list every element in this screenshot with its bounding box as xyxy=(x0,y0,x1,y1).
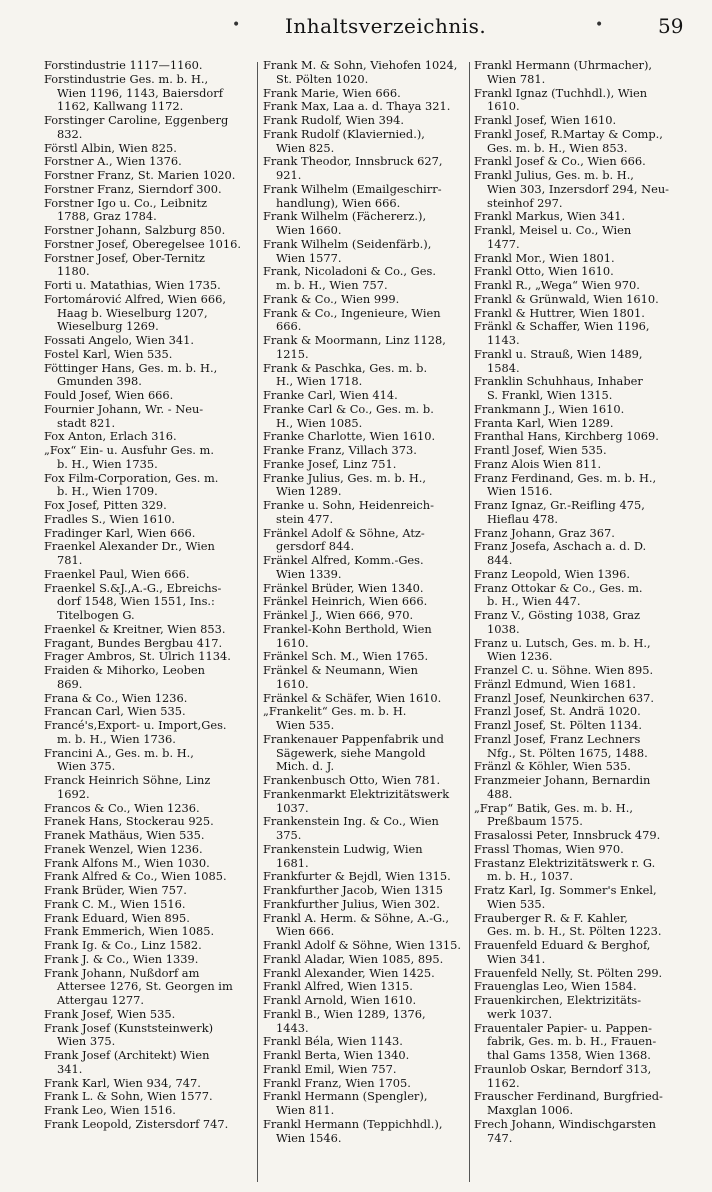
index-entry: Frankenstein Ing. & Co., Wien xyxy=(263,814,439,829)
index-entry: Frank Rudolf, Wien 394. xyxy=(263,113,404,127)
index-entry: Frankl Adolf & Söhne, Wien 1315. xyxy=(263,938,462,952)
index-entry-continuation: Attergau 1277. xyxy=(57,993,145,1007)
index-entry: Fox Josef, Pitten 329. xyxy=(44,498,167,512)
index-entry-continuation: Wien 375. xyxy=(57,1034,116,1049)
index-entry: Franthal Hans, Kirchberg 1069. xyxy=(474,429,659,444)
index-entry-continuation: b. H., Wien 1709. xyxy=(57,484,158,499)
index-entry: Forstner Franz, St. Marien 1020. xyxy=(44,168,236,182)
index-entry-continuation: Wien 375. xyxy=(57,759,116,774)
index-entry: Frank Eduard, Wien 895. xyxy=(44,910,190,925)
index-entry-continuation: Mich. d. J. xyxy=(276,759,335,774)
index-entry: Fould Josef, Wien 666. xyxy=(44,388,174,402)
index-entry-continuation: Wien 1196, 1143, Baiersdorf xyxy=(57,85,223,100)
index-entry: Frankl u. Strauß, Wien 1489, xyxy=(474,346,643,361)
index-entry-continuation: 1180. xyxy=(57,264,90,279)
index-entry-continuation: 1215. xyxy=(276,346,309,361)
index-column-1 xyxy=(44,59,251,1184)
index-entry: Frank & Co., Wien 999. xyxy=(263,291,400,306)
index-entry: Franz Alois Wien 811. xyxy=(474,456,602,471)
index-entry-continuation: H., Wien 1718. xyxy=(276,374,363,389)
index-entry: Fossati Angelo, Wien 341. xyxy=(44,333,195,347)
index-entry: Francos & Co., Wien 1236. xyxy=(44,800,200,815)
index-entry: Frankl Josef, R.Martay & Comp., xyxy=(474,126,663,141)
index-entry-continuation: 1692. xyxy=(57,786,90,801)
index-entry-continuation: b. H., Wien 447. xyxy=(487,594,581,609)
index-entry: Föttinger Hans, Ges. m. b. H., xyxy=(44,360,218,375)
index-entry-continuation: Maxglan 1006. xyxy=(487,1103,574,1117)
bullet-mark-right: • xyxy=(595,17,604,33)
index-entry: Fränkel & Schäfer, Wien 1610. xyxy=(263,690,442,705)
index-entry: Frankl Hermann (Uhrmacher), xyxy=(474,59,653,72)
index-entry: Fostel Karl, Wien 535. xyxy=(44,346,173,361)
index-entry-continuation: Preßbaum 1575. xyxy=(487,814,583,829)
index-entry-continuation: 666. xyxy=(276,319,302,334)
index-entry: Forstner Johann, Salzburg 850. xyxy=(44,223,226,237)
index-entry: Frank Karl, Wien 934, 747. xyxy=(44,1075,201,1090)
index-entry: Frank Alfred & Co., Wien 1085. xyxy=(44,869,227,884)
index-entry: Frager Ambros, St. Ulrich 1134. xyxy=(44,649,231,664)
index-entry: Franz Josefa, Aschach a. d. D. xyxy=(474,539,647,554)
index-entry-continuation: 1443. xyxy=(276,1020,309,1035)
index-entry: Franke Josef, Linz 751. xyxy=(263,456,397,471)
index-entry: Frauscher Ferdinand, Burgfried- xyxy=(474,1089,663,1104)
index-entry: Frankmann J., Wien 1610. xyxy=(474,401,625,416)
index-entry-continuation: Wien 535. xyxy=(487,896,546,911)
index-entry: Frauentaler Papier- u. Pappen- xyxy=(474,1020,652,1035)
index-entry: Franz u. Lutsch, Ges. m. b. H., xyxy=(474,635,651,650)
index-entry: Frankl Berta, Wien 1340. xyxy=(263,1048,410,1062)
index-entry-continuation: Wien 341. xyxy=(487,951,546,966)
index-entry: Frankenstein Ludwig, Wien xyxy=(263,841,423,856)
index-entry: Franzl Josef, St. Andrä 1020. xyxy=(474,704,641,719)
index-entry: Frankl Mor., Wien 1801. xyxy=(474,250,615,265)
index-entry: Frastanz Elektrizitätswerk r. G. xyxy=(474,855,656,870)
index-entry-continuation: Hieflau 478. xyxy=(487,511,559,526)
index-entry-continuation: Nfg., St. Pölten 1675, 1488. xyxy=(487,745,648,760)
index-entry: Forstindustrie 1117—1160. xyxy=(44,59,203,72)
index-entry-continuation: 1162, Kallwang 1172. xyxy=(57,99,184,114)
index-entry: Frank Wilhelm (Fächererz.), xyxy=(263,209,427,224)
index-entry: Fraunlob Oskar, Berndorf 313, xyxy=(474,1061,652,1076)
index-entry-continuation: Wien 1339. xyxy=(276,566,342,581)
index-entry: Fradles S., Wien 1610. xyxy=(44,511,175,526)
index-entry-continuation: 1162. xyxy=(487,1075,520,1090)
index-entry: Frankl Josef, Wien 1610. xyxy=(474,113,617,127)
index-entry-continuation: 375. xyxy=(276,828,302,842)
index-entry-continuation: Wien 1516. xyxy=(487,484,553,499)
index-entry-continuation: Wien 1546. xyxy=(276,1130,342,1145)
index-entry: Frankl Hermann (Teppichhdl.), xyxy=(263,1116,443,1131)
index-entry: Frankl A. Herm. & Söhne, A.-G., xyxy=(263,910,449,925)
index-entry: Fraenkel & Kreitner, Wien 853. xyxy=(44,621,226,636)
index-entry: Franzl Josef, Neunkirchen 637. xyxy=(474,690,654,705)
index-entry: Franke u. Sohn, Heidenreich- xyxy=(263,498,434,512)
index-entry-continuation: 1477. xyxy=(487,236,520,251)
index-entry: Franta Karl, Wien 1289. xyxy=(474,415,614,430)
index-entry: Fraiden & Mihorko, Leoben xyxy=(44,663,206,677)
index-entry: Franzl Josef, Franz Lechners xyxy=(474,731,641,746)
index-column-3 xyxy=(474,59,704,1184)
index-entry-continuation: 488. xyxy=(487,786,513,801)
index-entry: Franke Carl, Wien 414. xyxy=(263,388,398,402)
index-entry: Fränkel J., Wien 666, 970. xyxy=(263,608,414,622)
index-entry: Fox Anton, Erlach 316. xyxy=(44,429,177,444)
index-entry-continuation: Gmunden 398. xyxy=(57,374,142,389)
index-entry: „Frap“ Batik, Ges. m. b. H., xyxy=(474,800,633,815)
index-entry: Forti u. Matathias, Wien 1735. xyxy=(44,278,221,292)
index-entry-continuation: werk 1037. xyxy=(487,1006,553,1021)
index-entry-continuation: 1610. xyxy=(276,635,309,650)
index-entry-continuation: m. b. H., Wien 757. xyxy=(276,278,388,292)
index-entry: Frank & Co., Ingenieure, Wien xyxy=(263,305,441,320)
index-entry-continuation: 1681. xyxy=(276,855,309,870)
index-entry: Frauenglas Leo, Wien 1584. xyxy=(474,979,637,994)
index-entry-continuation: Wien 1660. xyxy=(276,223,342,237)
index-entry: Franek Mathäus, Wien 535. xyxy=(44,828,205,842)
index-entry-continuation: Ges. m. b. H., St. Pölten 1223. xyxy=(487,924,662,939)
index-entry: Frankl Ignaz (Tuchhdl.), Wien xyxy=(474,85,648,100)
index-entry: Frank Leo, Wien 1516. xyxy=(44,1103,176,1117)
index-entry-continuation: St. Pölten 1020. xyxy=(276,71,369,86)
index-entry: Frankenauer Pappenfabrik und xyxy=(263,731,444,746)
index-entry: Frankl Otto, Wien 1610. xyxy=(474,264,614,279)
index-entry: Franke Julius, Ges. m. b. H., xyxy=(263,470,427,485)
index-entry: Frankl & Huttrer, Wien 1801. xyxy=(474,305,645,320)
index-entry: Frank Wilhelm (Seidenfärb.), xyxy=(263,236,432,251)
index-entry: Franek Wenzel, Wien 1236. xyxy=(44,841,203,856)
page-title: Inhaltsverzeichnis. xyxy=(285,14,487,38)
column-divider xyxy=(257,62,258,1182)
index-entry: Frank M. & Sohn, Viehofen 1024, xyxy=(263,59,458,72)
index-entry-continuation: m. b. H., 1037. xyxy=(487,869,573,884)
index-entry: Forstner Josef, Oberegelsee 1016. xyxy=(44,236,241,251)
index-entry-continuation: Titelbogen G. xyxy=(57,608,135,622)
index-entry: Fränzl Edmund, Wien 1681. xyxy=(474,676,636,691)
index-entry: Franzmeier Johann, Bernardin xyxy=(474,773,651,787)
index-entry: Fränzl & Köhler, Wien 535. xyxy=(474,759,631,774)
index-entry: Frantl Josef, Wien 535. xyxy=(474,443,607,457)
index-entry-continuation: Wien 825. xyxy=(276,140,335,155)
index-entry: Frankl Emil, Wien 757. xyxy=(263,1061,397,1076)
index-entry-continuation: steinhof 297. xyxy=(487,195,563,210)
index-entry: Forstinger Caroline, Eggenberg xyxy=(44,113,229,127)
index-entry-continuation: Attersee 1276, St. Georgen im xyxy=(57,979,233,994)
index-entry-continuation: Haag b. Wieselburg 1207, xyxy=(57,305,208,320)
index-entry-continuation: 921. xyxy=(276,168,302,182)
index-entry: Franz Ottokar & Co., Ges. m. xyxy=(474,580,643,595)
index-entry: Frauenfeld Eduard & Berghof, xyxy=(474,938,651,952)
index-entry-continuation: Wien 781. xyxy=(487,71,546,86)
index-entry: Frankfurter & Bejdl, Wien 1315. xyxy=(263,869,451,884)
index-entry: Frankl R., „Wega“ Wien 970. xyxy=(474,278,640,292)
index-entry: Fränkl & Schaffer, Wien 1196, xyxy=(474,319,650,334)
index-entry-continuation: Wien 1577. xyxy=(276,250,342,265)
index-entry-continuation: 341. xyxy=(57,1061,83,1076)
index-entry: Fratz Karl, Ig. Sommer's Enkel, xyxy=(474,883,657,897)
index-entry-continuation: Wieselburg 1269. xyxy=(57,319,159,334)
bullet-mark-left: • xyxy=(232,17,241,33)
index-entry: Frankl Béla, Wien 1143. xyxy=(263,1034,403,1049)
index-entry: Frankl, Meisel u. Co., Wien xyxy=(474,223,632,237)
index-entry-continuation: 1143. xyxy=(487,333,520,347)
index-entry: Fortomárović Alfred, Wien 666, xyxy=(44,291,227,306)
index-entry-continuation: 1610. xyxy=(276,676,309,691)
index-entry: Frank & Paschka, Ges. m. b. xyxy=(263,360,428,375)
column-divider xyxy=(469,62,470,1182)
index-entry-continuation: 781. xyxy=(57,553,83,567)
index-entry: Frankl Alexander, Wien 1425. xyxy=(263,965,435,980)
page-header xyxy=(0,12,712,46)
index-entry: Franke Charlotte, Wien 1610. xyxy=(263,429,436,444)
index-entry: Frank, Nicoladoni & Co., Ges. xyxy=(263,264,436,279)
index-entry-continuation: Wien 303, Inzersdorf 294, Neu- xyxy=(487,181,670,196)
index-entry-continuation: stein 477. xyxy=(276,511,334,526)
index-entry: Frassl Thomas, Wien 970. xyxy=(474,841,624,856)
index-entry: Franz Ignaz, Gr.-Reifling 475, xyxy=(474,498,645,512)
index-entry: Fragant, Bundes Bergbau 417. xyxy=(44,635,223,650)
index-entry: Frankl Alfred, Wien 1315. xyxy=(263,979,413,994)
index-entry-continuation: Wien 666. xyxy=(276,924,335,939)
index-entry: Fränkel Adolf & Söhne, Atz- xyxy=(263,525,425,540)
index-entry: Frauenfeld Nelly, St. Pölten 299. xyxy=(474,965,663,980)
index-entry: Frana & Co., Wien 1236. xyxy=(44,690,188,705)
index-entry: Franzl Josef, St. Pölten 1134. xyxy=(474,718,643,732)
index-entry: Frank Josef (Architekt) Wien xyxy=(44,1048,210,1062)
index-entry: Fränkel Alfred, Komm.-Ges. xyxy=(263,553,424,567)
index-entry: Franklin Schuhhaus, Inhaber xyxy=(474,374,643,389)
index-entry: Frankfurther Julius, Wien 302. xyxy=(263,896,440,911)
index-entry-continuation: 832. xyxy=(57,126,83,141)
index-column-2 xyxy=(263,59,466,1184)
index-entry: Franzel C. u. Söhne. Wien 895. xyxy=(474,663,654,677)
index-entry-continuation: 1584. xyxy=(487,360,520,375)
index-entry: Fox Film-Corporation, Ges. m. xyxy=(44,470,219,485)
index-entry-continuation: S. Frankl, Wien 1315. xyxy=(487,388,613,402)
index-entry: Forstner A., Wien 1376. xyxy=(44,154,182,169)
index-entry: „Frankelit“ Ges. m. b. H. xyxy=(263,704,407,719)
index-entry: Frankenmarkt Elektrizitätswerk xyxy=(263,786,450,801)
index-entry: Franek Hans, Stockerau 925. xyxy=(44,814,214,829)
index-entry-continuation: handlung), Wien 666. xyxy=(276,195,401,210)
index-entry: Frankfurther Jacob, Wien 1315 xyxy=(263,883,444,897)
index-entry-continuation: 869. xyxy=(57,676,83,691)
index-entry: Frasalossi Peter, Innsbruck 479. xyxy=(474,828,661,842)
index-entry: Frank Emmerich, Wien 1085. xyxy=(44,924,215,939)
index-entry-continuation: Wien 1236. xyxy=(487,649,553,664)
index-entry: Frankl Markus, Wien 341. xyxy=(474,209,626,224)
index-entry: Frank Johann, Nußdorf am xyxy=(44,965,200,980)
index-entry: Frankenbusch Otto, Wien 781. xyxy=(263,773,441,787)
index-entry: Frank Ig. & Co., Linz 1582. xyxy=(44,938,202,952)
index-entry-continuation: stadt 821. xyxy=(57,415,116,430)
index-entry: Frankl Julius, Ges. m. b. H., xyxy=(474,168,634,182)
index-entry-continuation: Wien 1289. xyxy=(276,484,342,499)
index-entry: Frauenkirchen, Elektrizitäts- xyxy=(474,993,642,1007)
index-entry-continuation: 1788, Graz 1784. xyxy=(57,209,157,224)
index-entry: Frankl Franz, Wien 1705. xyxy=(263,1075,411,1090)
index-entry: Fraenkel Paul, Wien 666. xyxy=(44,566,190,581)
index-entry: Forstner Igo u. Co., Leibnitz xyxy=(44,195,208,210)
index-entry: Frank Marie, Wien 666. xyxy=(263,85,401,100)
index-entry: Frank Wilhelm (Emailgeschirr- xyxy=(263,181,442,196)
index-entry: Fraenkel Alexander Dr., Wien xyxy=(44,539,215,554)
index-entry: Forstner Franz, Sierndorf 300. xyxy=(44,181,222,196)
index-entry: Franck Heinrich Söhne, Linz xyxy=(44,773,211,787)
index-entry-continuation: gersdorf 844. xyxy=(276,539,355,554)
index-entry-continuation: fabrik, Ges. m. b. H., Frauen- xyxy=(487,1034,657,1049)
index-entry: Fraenkel S.&J.,A.-G., Ebreichs- xyxy=(44,580,222,595)
index-entry: Fournier Johann, Wr. - Neu- xyxy=(44,401,204,416)
index-entry: Frank Theodor, Innsbruck 627, xyxy=(263,154,443,169)
index-entry: Frank L. & Sohn, Wien 1577. xyxy=(44,1089,213,1104)
index-entry: Förstl Albin, Wien 825. xyxy=(44,140,177,155)
index-entry-continuation: 1610. xyxy=(487,99,520,114)
index-entry: Fradinger Karl, Wien 666. xyxy=(44,525,196,540)
index-entry: Frank Max, Laa a. d. Thaya 321. xyxy=(263,99,451,114)
index-entry: Fränkel Brüder, Wien 1340. xyxy=(263,580,424,595)
index-entry-continuation: b. H., Wien 1735. xyxy=(57,456,158,471)
index-entry: Frank Leopold, Zistersdorf 747. xyxy=(44,1116,229,1131)
index-entry: Frank Brüder, Wien 757. xyxy=(44,883,187,897)
page-number: 59 xyxy=(658,14,684,38)
index-entry-continuation: 844. xyxy=(487,553,513,567)
index-entry: Forstner Josef, Ober-Ternitz xyxy=(44,250,205,265)
index-entry: Frank Alfons M., Wien 1030. xyxy=(44,855,210,870)
index-entry: Frankel-Kohn Berthold, Wien xyxy=(263,621,432,636)
index-entry-continuation: 1037. xyxy=(276,800,309,815)
index-entry: Franz Johann, Graz 367. xyxy=(474,525,615,540)
index-entry-continuation: Ges. m. b. H., Wien 853. xyxy=(487,140,628,155)
index-entry: Franke Franz, Villach 373. xyxy=(263,443,417,457)
index-entry: Francan Carl, Wien 535. xyxy=(44,704,186,719)
index-entry: Frankl Arnold, Wien 1610. xyxy=(263,993,417,1007)
index-entry: Forstindustrie Ges. m. b. H., xyxy=(44,71,209,86)
index-entry: Frech Johann, Windischgarsten xyxy=(474,1116,656,1131)
index-entry: Franz V., Gösting 1038, Graz xyxy=(474,608,641,622)
index-entry: Francé's,Export- u. Import,Ges. xyxy=(44,718,227,732)
index-entry: Franz Ferdinand, Ges. m. b. H., xyxy=(474,470,657,485)
index-entry: Frankl Josef & Co., Wien 666. xyxy=(474,154,646,169)
index-entry: Frankl Aladar, Wien 1085, 895. xyxy=(263,951,444,966)
index-entry-continuation: Wien 811. xyxy=(276,1103,335,1117)
index-entry: Fränkel Heinrich, Wien 666. xyxy=(263,594,428,609)
index-entry: Frank & Moormann, Linz 1128, xyxy=(263,333,446,347)
index-entry: Frank Josef (Kunststeinwerk) xyxy=(44,1020,214,1035)
index-entry: Frank J. & Co., Wien 1339. xyxy=(44,951,199,966)
index-entry: Frank Rudolf (Klaviernied.), xyxy=(263,126,425,141)
index-entry-continuation: thal Gams 1358, Wien 1368. xyxy=(487,1048,651,1062)
index-entry: Francini A., Ges. m. b. H., xyxy=(44,745,194,760)
index-entry-continuation: 747. xyxy=(487,1130,513,1145)
index-entry: Fränkel & Neumann, Wien xyxy=(263,663,418,677)
index-entry: Franke Carl & Co., Ges. m. b. xyxy=(263,401,434,416)
index-entry-continuation: dorf 1548, Wien 1551, Ins.: xyxy=(57,594,215,609)
index-entry: Frankl Hermann (Spengler), xyxy=(263,1089,428,1104)
index-entry: Frankl & Grünwald, Wien 1610. xyxy=(474,291,659,306)
index-entry-continuation: 1038. xyxy=(487,621,520,636)
index-entry: Franz Leopold, Wien 1396. xyxy=(474,566,631,581)
index-entry: Frauberger R. & F. Kahler, xyxy=(474,910,628,925)
index-entry-continuation: Wien 535. xyxy=(276,718,335,732)
index-entry-continuation: H., Wien 1085. xyxy=(276,415,363,430)
index-entry-continuation: m. b. H., Wien 1736. xyxy=(57,731,176,746)
index-entry: Frankl B., Wien 1289, 1376, xyxy=(263,1006,426,1021)
index-entry: Fränkel Sch. M., Wien 1765. xyxy=(263,649,429,664)
index-entry: Frank Josef, Wien 535. xyxy=(44,1006,176,1021)
index-entry-continuation: Sägewerk, siehe Mangold xyxy=(276,745,426,760)
index-entry: Frank C. M., Wien 1516. xyxy=(44,896,186,911)
index-entry: „Fox“ Ein- u. Ausfuhr Ges. m. xyxy=(44,443,214,457)
